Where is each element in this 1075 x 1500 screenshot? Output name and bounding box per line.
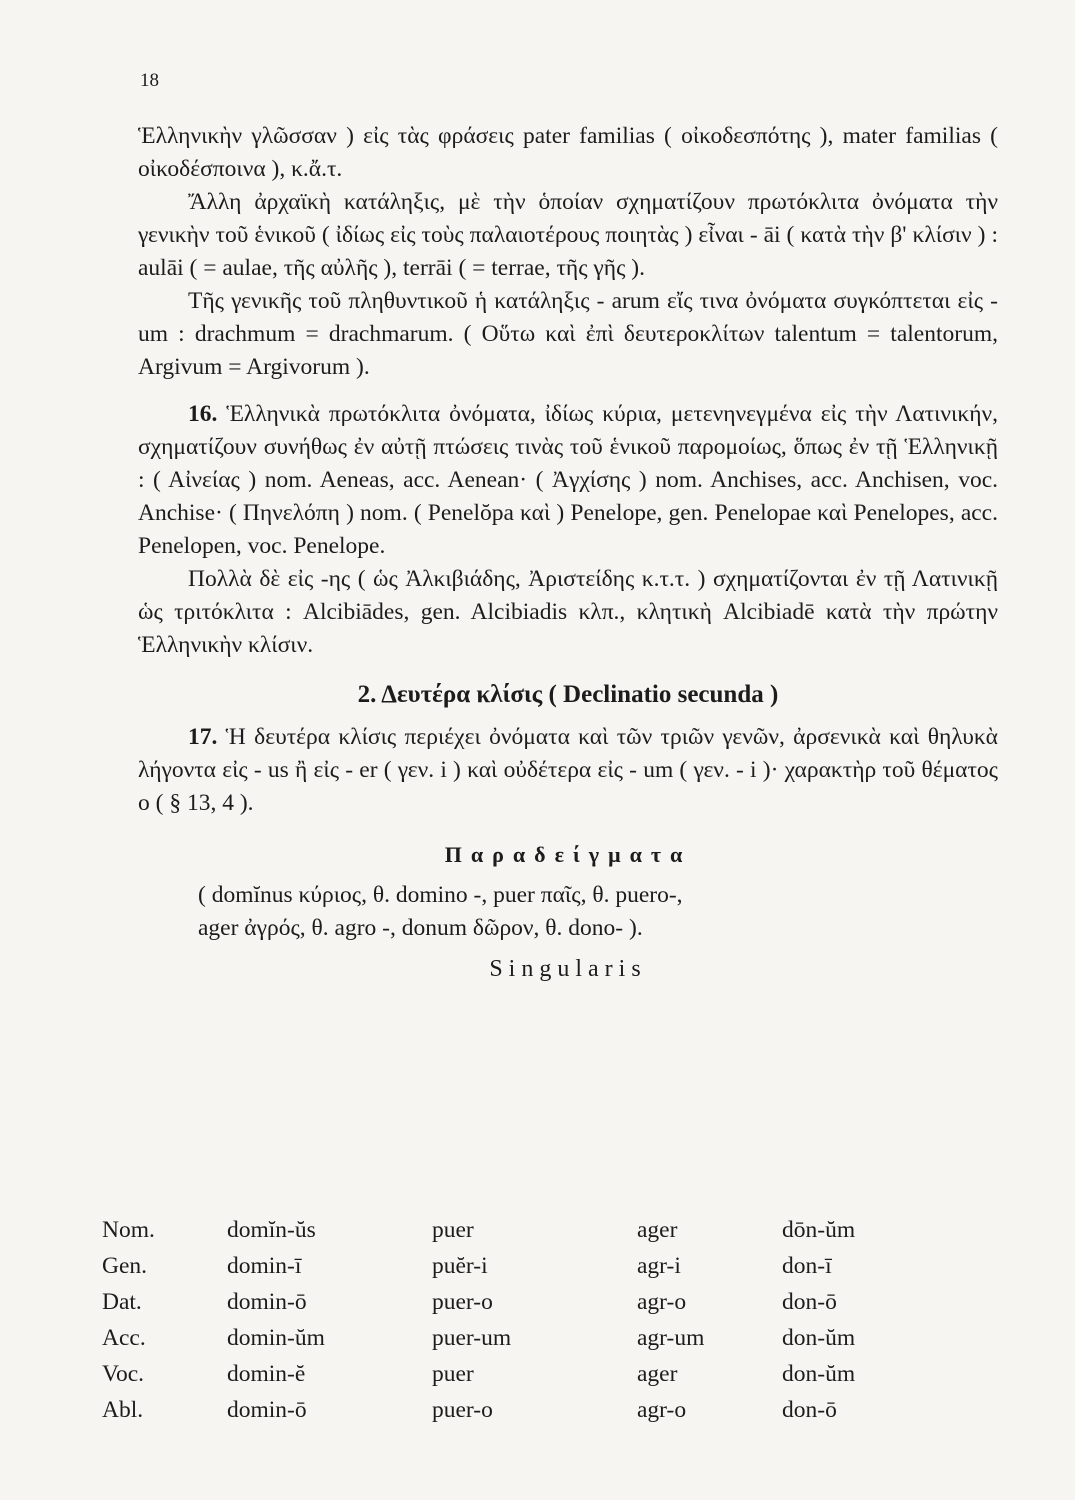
form-ager: ager [637, 1360, 678, 1387]
section-heading: 2. Δευτέρα κλίσις ( Declinatio secunda ) [357, 681, 779, 708]
form-donum: don-ō [782, 1288, 837, 1315]
case-label: Gen. [102, 1252, 148, 1279]
case-label: Dat. [102, 1288, 142, 1315]
examples-line: ( domĭnus κύριος, θ. domino -, puer παῖς, θ. puero-, [198, 882, 683, 908]
form-dominus: domin-ŭm [227, 1324, 325, 1351]
paragraph-continuation: Ἑλληνικὴν γλῶσσαν ) εἰς τὰς φράσεις pater familias ( οἰκοδεσπότης ), mater familias ( οἰκοδέσποινα ), κ.ἄ.τ. [138, 123, 998, 182]
form-donum: don-ŭm [782, 1324, 856, 1351]
form-donum: dōn-ŭm [782, 1216, 856, 1243]
form-dominus: domin-ĕ [227, 1360, 306, 1387]
table-row [102, 1356, 942, 1392]
case-label: Acc. [102, 1324, 146, 1351]
declension-table [102, 1212, 942, 1428]
examples-block [138, 879, 998, 945]
table-row [102, 1284, 942, 1320]
table-row [102, 1212, 942, 1248]
form-puer: puer [432, 1216, 474, 1243]
paragraph-16 [138, 398, 998, 563]
table-row [102, 1248, 942, 1284]
case-label: Voc. [102, 1360, 144, 1387]
section-number-17: 17. [188, 724, 218, 750]
page-number: 18 [140, 70, 159, 91]
form-ager: agr-um [637, 1324, 705, 1351]
form-dominus: domin-ō [227, 1288, 307, 1315]
table-row [102, 1392, 942, 1428]
paragraph-17-text: Ἡ δευτέρα κλίσις περιέχει ὀνόματα καὶ τῶν τριῶν γενῶν, ἀρσενικὰ καὶ θηλυκὰ λήγοντα εἰς - us ἢ εἰς - er ( γεν. i ) καὶ οὐδέτερα εἰς - um ( γεν. - i )· χαρακτὴρ τοῦ θέματος o ( § 13, 4 ). [138, 724, 998, 816]
form-puer: puer-um [432, 1324, 512, 1351]
paragraph-alcibiades: Πολλὰ δὲ εἰς -ης ( ὡς Ἀλκιβιάδης, Ἀριστείδης κ.τ.τ. ) σχηματίζονται ἐν τῇ Λατινικῇ ὡς τριτόκλιτα : Alcibiādes, gen. Alcibiadis κλπ., κλητικὴ Alcibiadē κατὰ τὴν πρώτην Ἑλληνικὴν κλίσιν. [138, 566, 998, 658]
section-number-16: 16. [188, 401, 218, 427]
form-puer: puĕr-i [432, 1252, 488, 1279]
form-ager: agr-o [637, 1288, 687, 1315]
form-puer: puer [432, 1360, 474, 1387]
paragraph-genitive-plural: Τῆς γενικῆς τοῦ πληθυντικοῦ ἡ κατάληξις - arum εἴς τινα ὀνόματα συγκόπτεται εἰς - um : drachmum = drachmarum. ( Οὕτω καὶ ἐπὶ δευτεροκλίτων talentum = talentorum, Argivum = Argivorum ). [138, 288, 998, 380]
form-dominus: domin-ī [227, 1252, 302, 1279]
case-label: Abl. [102, 1396, 144, 1423]
singularis-title: Singularis [489, 956, 647, 982]
form-dominus: domin-ō [227, 1396, 307, 1423]
form-donum: don-ī [782, 1252, 832, 1279]
paragraph-17 [138, 721, 998, 820]
paragraph-archaic-genitive: Ἄλλη ἀρχαϊκὴ κατάληξις, μὲ τὴν ὁποίαν σχηματίζουν πρωτόκλιτα ὀνόματα τὴν γενικὴν τοῦ ἑνικοῦ ( ἰδίως εἰς τοὺς παλαιοτέρους ποιητὰς ) εἶναι - āi ( κατὰ τὴν β' κλίσιν ) : aulāi ( = aulae, τῆς αὐλῆς ), terrāi ( = terrae, τῆς γῆς ). [138, 189, 998, 281]
case-label: Nom. [102, 1216, 155, 1243]
form-dominus: domĭn-ŭs [227, 1216, 316, 1243]
form-donum: don-ō [782, 1396, 837, 1423]
body-text [138, 120, 998, 992]
form-puer: puer-o [432, 1288, 493, 1315]
examples-line: ager ἀγρός, θ. agro -, donum δῶρον, θ. dono- ). [198, 915, 643, 941]
table-row [102, 1320, 942, 1356]
examples-title: Παραδείγματα [444, 842, 692, 867]
form-ager: agr-o [637, 1396, 687, 1423]
form-donum: don-ŭm [782, 1360, 856, 1387]
form-ager: ager [637, 1216, 678, 1243]
form-ager: agr-i [637, 1252, 681, 1279]
form-puer: puer-o [432, 1396, 493, 1423]
paragraph-16-text: Ἑλληνικὰ πρωτόκλιτα ὀνόματα, ἰδίως κύρια, μετενηνεγμένα εἰς τὴν Λατινικήν, σχηματίζουν συνήθως ἐν αὐτῇ πτώσεις τινὰς τοῦ ἑνικοῦ παρομοίως, ὅπως ἐν τῇ Ἑλληνικῇ : ( Αἰνείας ) nom. Aeneas, acc. Aenean· ( Ἀγχίσης ) nom. Anchises, acc. Anchisen, voc. Anchise· ( Πηνελόπη ) nom. ( Penelŏpa καὶ ) Penelope, gen. Penelopae καὶ Penelopes, acc. Penelopen, voc. Penelope. [138, 401, 998, 559]
